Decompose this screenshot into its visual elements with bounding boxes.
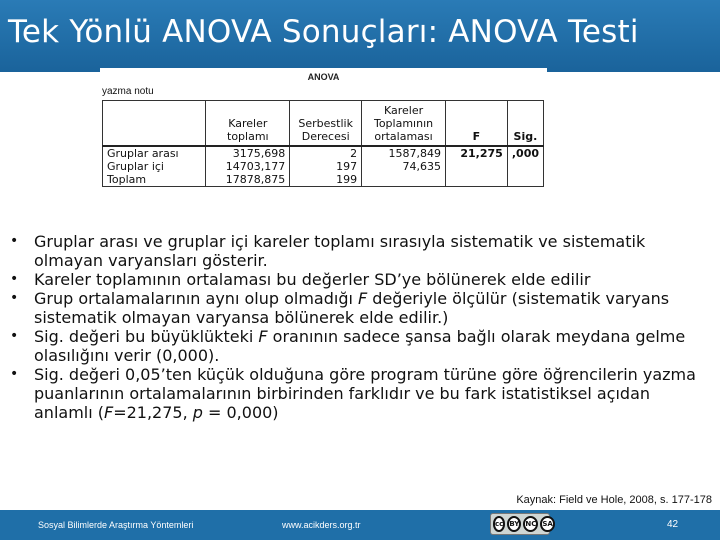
cc-icon: cc <box>493 516 505 532</box>
cell-sig <box>507 173 543 187</box>
footer-course-title: Sosyal Bilimlerde Araştırma Yöntemleri <box>38 520 194 530</box>
title-bar <box>0 0 720 72</box>
cell-df: 2 <box>290 146 362 160</box>
bullet-item <box>10 327 710 365</box>
anova-caption: ANOVA <box>307 72 340 82</box>
header-sig: Sig. <box>507 101 543 146</box>
cell-ss: 3175,698 <box>206 146 290 160</box>
header-ms: Kareler Toplamının ortalaması <box>362 101 446 146</box>
bullet-item <box>10 365 710 422</box>
cell-ms: 1587,849 <box>362 146 446 160</box>
creative-commons-license-icon[interactable] <box>490 513 553 535</box>
row-label: Gruplar içi <box>103 160 206 173</box>
cell-f <box>445 160 507 173</box>
table-row <box>103 146 544 160</box>
anova-table-image <box>100 68 547 204</box>
header-df: Serbestlik Derecesi <box>290 101 362 146</box>
table-row <box>103 160 544 173</box>
f-symbol: F <box>104 403 114 422</box>
bullet-text: Sig. değeri bu büyüklükteki <box>34 327 259 346</box>
footer-bar <box>0 510 720 540</box>
bullet-text: değeriyle ölçülür (sistematik varyans sistematik olmayan varyansa bölünerek elde edilir.) <box>34 289 670 327</box>
p-symbol: p <box>192 403 203 422</box>
cell-ss: 14703,177 <box>206 160 290 173</box>
cell-ms: 74,635 <box>362 160 446 173</box>
bullet-text: Kareler toplamının ortalaması bu değerler SD’ye bölünerek elde edilir <box>34 270 591 289</box>
anova-table <box>102 100 544 187</box>
table-row <box>103 173 544 187</box>
bullet-item <box>10 289 710 327</box>
row-label: Gruplar arası <box>103 146 206 160</box>
f-symbol: F <box>258 327 268 346</box>
page-number: 42 <box>667 519 679 530</box>
cell-ss: 17878,875 <box>206 173 290 187</box>
bullet-text: oranının sadece şansa bağlı olarak meydana gelme olasılığını verir (0,000). <box>34 327 686 365</box>
f-symbol: F <box>358 289 368 308</box>
bullet-text: = 0,000) <box>202 403 279 422</box>
bullet-item <box>10 232 710 270</box>
cell-sig <box>507 160 543 173</box>
bullet-text: Gruplar arası ve gruplar içi kareler toplamı sırasıyla sistematik ve sistematik olmayan varyansları gösterir. <box>34 232 646 270</box>
cell-sig: ,000 <box>507 146 543 160</box>
source-citation: Kaynak: Field ve Hole, 2008, s. 177-178 <box>516 494 712 506</box>
sa-icon: SA <box>540 516 554 532</box>
bullet-text: Grup ortalamalarının aynı olup olmadığı <box>34 289 359 308</box>
header-ss: Kareler toplamı <box>206 101 290 146</box>
bullet-item <box>10 270 710 289</box>
footer-website-link[interactable]: www.acikders.org.tr <box>282 520 361 530</box>
cell-ms <box>362 173 446 187</box>
slide-title: Tek Yönlü ANOVA Sonuçları: ANOVA Testi <box>8 14 639 50</box>
bullet-list <box>10 232 710 422</box>
cell-df: 197 <box>290 160 362 173</box>
row-label: Toplam <box>103 173 206 187</box>
nc-icon: NC <box>523 516 538 532</box>
cell-f: 21,275 <box>445 146 507 160</box>
dependent-variable-label: yazma notu <box>102 86 154 97</box>
cell-df: 199 <box>290 173 362 187</box>
header-f: F <box>445 101 507 146</box>
header-row-label <box>103 101 206 146</box>
bullet-text: =21,275, <box>113 403 193 422</box>
cell-f <box>445 173 507 187</box>
by-icon: BY <box>507 516 521 532</box>
bullet-text: Sig. değeri 0,05’ten küçük olduğuna göre program türüne göre öğrencilerin yazma puanlarının ortalamalarının birbirinden farklıdır ve bu fark istatistiksel açıdan anlamlı ( <box>34 365 696 422</box>
